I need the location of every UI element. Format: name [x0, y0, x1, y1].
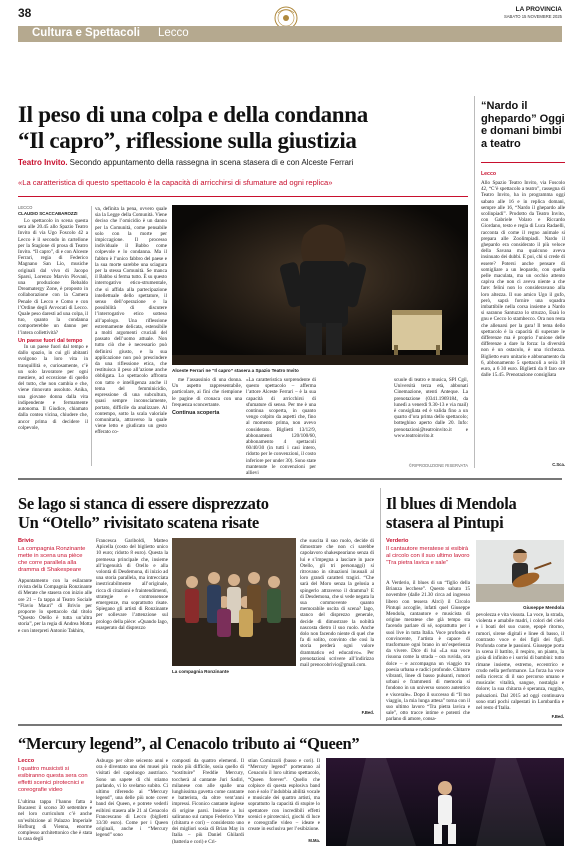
- musician-photo-icon: [476, 540, 564, 602]
- main-author: CLAUDIO SCACCABAROZZI: [18, 211, 78, 216]
- main-signature: ©RIPRODUZIONE RISERVATA: [408, 463, 468, 468]
- main-col1-subhead: Un paese fuori dal tempo: [18, 337, 83, 344]
- page-number: 38: [18, 6, 32, 20]
- otello-col2: Francesca Gariboldi, Matteo Apicella (costo del biglietto unico 10 euro; ridotto 8 euro). Questa la premessa principale che, insieme all’ingenuità di Otello e alla volontà di Desdemona, di inizio ad una storia parallela, ma intrecciata inestricabilmente all’originale, ricca di citazioni e fraintendimenti, strategie e controssensoe emergenze, ma soprattutto risate. Spiegano gli artisti di Ronzinante per sollevare l’attenzione sul prologo della pièce: «Quando Iago, esasperato dal disprezzo: [96, 538, 168, 631]
- otello-col1: Appuntamento con la esilarante rivista della Compagnia Ronzinante di Merate che stasera con inizio alle ore 21 – fa tappa al Teatro Sociale “Flavio Mauri” di Brivio per proporre lo spettacolo dal titolo “Questo Otello è tutta un’altra storia”, per la regia di Andrea Motta e con interpreti Antonio Takhim,: [18, 578, 92, 634]
- main-col1-text: Lo spettacolo in scena questa sera alle 20.45 allo Spazio Teatro Invito di via Ugo Foscolo 42 a Lecco è il secondo in cartellone per la Stagione di prosa di Teatro Invito. “Il capro”, di e con Alceste Ferrari, regia di Federico Magnano San Lio, musiche originali dal vivo di Jacopo Sparsi, Lorenzo Marvin Piovani, una produzione Rebaldo Dreamatergy Zone, è proposto in collaborazione con la Camera Penale di Lecco e Como e con l’Ordine degli Avvocati di Lecco. Quale peso daresti ad una colpa, il tuo, quanto la condanna comporterebbe un danno per l’intera collettività?: [18, 218, 89, 336]
- mendola-intro: Il cantautore meratese si esibirà al circolo con il suo ultimo lavoro “Tra pietra lavica e sale”: [386, 546, 470, 566]
- otello-photo: [172, 538, 296, 666]
- main-col1b-text: In un paese fuori dal tempo e dallo spazio, in cui gli abitanti svolgono la loro vita in tranquillità e, curiosamente, c’è un solo lavoratore per ogni mestiere, ad eccezione di quello del tutto, che non cambia e che, viene rinnovato assoluto. Anika, una giovane donna dalla vita indipendente e fermamente autonoma. Il Giudice, chiamato dalla contea vicina, chiudere che, ancor prima di decidere il colpevole,: [18, 344, 88, 431]
- column-rule: [91, 206, 92, 466]
- main-kicker: Teatro Invito.: [18, 158, 68, 167]
- sidebar-title: “Nardo il ghepardo” Oggi e domani bimbi a teatro: [481, 100, 565, 150]
- main-title-line2: “Il capro”, riflessione sulla giustizia: [18, 128, 357, 153]
- mercury-col1: L’ultima tappa l’hanno fatta a Bucarest il scorso 30 settembre e nel loro curriculum c’è anche un’esibizione al Palazzo Imperiale Hofburg di Vienna, enorme complesso architettonico che è stata la casa degli: [18, 799, 92, 843]
- mercury-title: “Mercury legend”, al Cenacolo tributo ai “Queen”: [18, 734, 360, 753]
- mendola-location: Verderio: [386, 538, 409, 544]
- main-photo: [172, 205, 468, 365]
- mendola-photo: [476, 540, 564, 602]
- divider: [18, 724, 562, 726]
- section-sub: Lecco: [158, 27, 189, 39]
- main-col3-text: me l’assassinio di una donna. Un aspetto rappresentabile, particolare, ai fini che riempione le pagine di cronaca con una frequenza sconcertante.: [172, 377, 242, 408]
- mendola-col1: A Verderio, il blues di un “figlio della Brianza lecchese”. Questo sabato 15 novembre (dalle 21.30 circa ad ingresso libero con tessera Alrci) il Circolo Pintupi accoglie, infatti quel Giuseppe Mendola, cantautore e musicista di origine meratese che già tempo sta facendo parlare di sé, soprattutto per i suoi live in tutta Italia. Voce profonda e convincente, l’artista è capace di trasformare ogni brano in un’esperienza da vivere. Dice di lui «La sua voce risuona come la strada – ora ruvida, ora dolce – e accompagna un viaggio tra poesia urbana e radici profonde. Chitarre vibranti, linee di basso pulsanti, rumori urbani e frammenti di memoria si fondono in un universo sonoro autentico e viscerale». Dopo il successo di “Il tuo viaggio, la mia lunga attesa” torna con il suo ultimo lavoro “Tra pietra lavica e sale”, otto tracce intime e potenti che parlano di amore, consa-: [386, 580, 470, 723]
- column-rule: [380, 488, 381, 720]
- mercury-intro: I quattro musicisti si esibiranno questa sera con effetti scenici pirotecnici e coreografie video: [18, 766, 88, 793]
- main-col4: scuole di teatro e musica, SPI Cgil, Università terza età, abbonati Cinemazione, utenti Anteque. La prenotazione (0341.1969184, da lunedì a venerdì 9.30-13 e via mail) è consigliata ed è valida fino a un quarto d’ora prima dello spettacolo; botteghino aperto dalle 20. Info: prenotazioni@teatroinvito.it e www.teatroinvito.it: [394, 377, 468, 439]
- main-col3: [172, 377, 242, 469]
- main-location: LECCO: [18, 205, 33, 210]
- divider: [18, 196, 468, 197]
- otello-col3: che suscita il suo ruolo, decide di dimostrare che non ci sarebbe capolavoro shakespeariano senza di lui e s’impegna a lasciare in pace Otello, gli tri personaggi) si ritrovano in situazioni inusuali al loro grandi caratteri tragici. “Che sarà del Moro senza la gelosia a spingerlo attraverso il dramma? E di Desdemona, che si vede negata la sua commovente quanto memorabile uscita di scena? Iago, stanco del disprezzo generale, decide di dimostrare la nobiltà nascosta dietro il suo ruolo. Anche dolo non facendo niente di quel che fa di solito, convinto che così la storia perderà ogni valore drammatico ed educativo». Per prenotazioni scrivere all’indirizzo mail prenocobrivio@gmail.com.: [300, 538, 374, 669]
- otello-photo-caption: La compagnia Ronzinante: [172, 669, 229, 674]
- mendola-title: Il blues di Mendola stasera al Pintupi: [386, 494, 517, 532]
- otello-signature: F.Bed.: [361, 710, 374, 715]
- sidebar-location: Lecco: [481, 171, 496, 177]
- sidebar-signature: C.Sca.: [552, 462, 565, 467]
- column-rule: [474, 96, 475, 468]
- divider: [481, 162, 565, 163]
- mendola-photo-caption: Giuseppe Mendola: [523, 605, 564, 610]
- mercury-col4: stian Comizzoli (basso e cori). Il “Mercury legend” porteranno al Cenacolo il loro ultimo spettacolo, “Queen forever”. Quello che colpisce di questa esplosiva band non è solo l’indubbia abilità vocale e musicale dei quattro artisti, ma soprattutto la capacità di stupire lo spettatore con incredibili effetti scenici e pirotecnici, giochi di luce e coreografie video – ideate e create in esclusiva per l’esibizione.: [248, 758, 320, 833]
- mercury-signature: M.Ma.: [308, 838, 320, 843]
- sidebar-text: Allo Spazio Teatro Invito, via Foscolo 42, “C’è spettacolo a teatro”, rassegna di Teatro Invito, ha in programma oggi sabato alle 16 e in replica domani, sempre alle 16, “Nardo il ghepardo alle scolinpiadi”. Prodotto da Teatro Invito, con Gabriele Volaro e Riccardo Giordano, testo e regia di Luca Radaelli, racconta di come il regno animale si prepara alle Zoolimpiadi. Nardo il ghepardo era considerato il più veloce della Savana ma qualcuno aveva insinuato dei dubbi. E poi, chi si crede di essere? Potersi anche pensare di somigliare a un leopardo, con quella pelle maculata, ma un occhio attento capiva che non ci aveva niente a che fare: felini non lo consideravano alla loro altezza. Il suo amico Ugo il gufo, però, saprà fornire una squadra imbattibile nella corsa insieme a Nardo si saranno Santuzzo lo struzzo, Esaù lo gnu e Cecco lo stambecco. Ora non resta che allenarsi per la gara! Il tema dello spettacolo è la capacità di superare le differenze ma è proprio l’unione delle differenze a dare la forza: la diversità non è un ostacolo, è una ricchezza. Biglietto euro unitario e abbonamento da 6, abbonamento 5 spettacoli a sei/a 18 euro, a 6 30 euro. Biglietti da 8 faro ore dalle 15.45. Prenotazione consigliata: [481, 180, 565, 379]
- divider: [18, 478, 562, 480]
- masthead-title: LA PROVINCIA: [515, 6, 562, 13]
- main-col3-subhead: Continua scoperta: [172, 410, 220, 417]
- mercury-col2: Asburgo per oltre seicento anni e ora è diventato uno dei musei più visitati del capoluogo austriaco. Sono un sapete di chi stiamo parlando, vi lo svelamo subito. Ci ultimo riferendo ai “Mercury legend”, una delle più note cover band dei Queen, e potrete vederli esibirsi stasera alle 21 al Cenacolo Francescano di Lecco (biglietti 33/30 euro). Come per i Queen originali, anche i “Mercury legend” sono: [96, 758, 168, 839]
- main-standfirst: [18, 158, 468, 168]
- actor-photo-icon: [172, 205, 468, 365]
- otello-title: [18, 494, 388, 532]
- mendola-col2: pevolezza e vita vissuta. La voce, la strada, violenta e amabile madri, i colori del cielo e i boati del suo cuore, epopè ritorno, rumori, sirene digitali e linee di basso, il contrasto voce e dei figli dei figli. Profonda come le passioni. Giuseppe porta in scena il battito, il respiro, un pianto, la gioia di infinito e i sorrisi di bambini: tutto rimane insieme, estremo, eccentrico e crudo nella performance. La forza ha voce nella ricerca: di il suo percorso umano e musicale: vitalità, sangue, nostalgia e dolore; la sua chitarra è speranza, ruggito, pulsazioni. Dal 2015 ad oggi continuava sono stati pochi calpestati in Lombardia e nel resto d’Italia.: [476, 612, 564, 712]
- concert-photo-icon: [326, 758, 564, 846]
- main-quote: «La caratteristica di questo spettacolo è la capacità di arricchirsi di sfumature ad ogni replica»: [18, 178, 333, 187]
- main-col3c: [320, 377, 390, 469]
- mercury-photo: [326, 758, 564, 846]
- main-title-line1: Il peso di una colpa e della condanna: [18, 102, 368, 127]
- masthead-date: SABATO 15 NOVEMBRE 2025: [503, 14, 562, 19]
- otello-intro: La compagnia Ronzinante mette in scena una pièce che corre parallela alla dramma di Shakespeare: [18, 546, 86, 573]
- group-photo-icon: [172, 538, 296, 666]
- main-col3b: «La caratteristica sorprendente di questo spettacolo – afferma l’attore Alceste Ferrari – è la sua capacità di arricchirsi di sfumature di senso. Per me è una continua scoperta, in quanto vengo colpito da aspetti che, fino al momento prima, non avevo considerato. Biglietti 13/12/9, abbonamenti 120/100/60, abbonamento 4 spettacoli 60/40/30 (in tutti i casi intero, ridotto per le convenzioni, il costo inferiore per under 30). Sono state mantenute le convenzioni per allievi: [246, 377, 316, 477]
- main-col1: [18, 218, 88, 468]
- mendola-signature: F.Bed.: [551, 714, 564, 719]
- mercury-location: Lecco: [18, 758, 35, 764]
- main-col2: va, definita la pena, ovvero quale sia la Legge della Comunità. Viene deciso che l’omicidio è un danno per la Comunità, come pensabile solo con la morte per impiccagione. Il processo individuale il Babbo come colpevole e lo condanna. Ma il fabbro è l’unico fabbro del paese e la sua morte sarebbe una sciagura per la stessa Comunità. Se manca il Babbo si ferma tutto. È su questo interrogativo etico-strumentale, che si affida alla partecipazione intellettuale dello spettatore, il senso dell’operazione e la possibilità di discutere l’interrogativo etico sotteso all’apologo. Una riflessione estremamente delicata, estensibile a molti argomenti cruciali del passato dell’uomo attuale. Non tutto ciò che è necessario può definirsi giusto, e la sua applicazione non può prescindere da una riflessione etica, che restituisca il peso all’azione anche obbligata. Lo spettacolo affronta con tatto e intelligenza anche il tema del femminicidio, espressione di una subcultura, quasi sempre inconsciamente, portato, difficile da analizzare. Al contempo, sotto la scala valoriale comunitaria, attraverso la quale viene letto e giudicato un gesto efferato co-: [95, 206, 167, 436]
- otello-location: Brivio: [18, 538, 34, 544]
- otello-title-line2: Un “Otello” rivisitato scatena risate: [18, 513, 259, 532]
- main-title: [18, 102, 458, 154]
- otello-title-line1: Se lago si stanca di essere disprezzato: [18, 494, 269, 513]
- section-title: Cultura e Spettacoli: [32, 27, 140, 39]
- mercury-col3: composti da quattro elementi. Il ruolo più difficile, sosia quello di “sostituire” Freddie Mercury, toccherà al cantante Juri Sadiri, milanese con alle spalle una lunghissima gavetta come cantante e batterista, da oltre vent’anni impressi. Ficonico cantante inglese di origine parsi. Insieme a lui saliranno sul campo Federico Vitte (chitarra e cori) – considerato uno dei migliori sosia di Brian May in Italia – più Daniel Ghilardi (batteria e cori) e Cri-: [172, 758, 244, 845]
- main-photo-caption: Alceste Ferrari ne “Il capro” stasera a Spazio Teatro Invito: [172, 368, 299, 373]
- main-standfirst-text: Secondo appuntamento della rassegna in scena stasera di e con Alceste Ferrari: [69, 158, 354, 167]
- section-bar: [18, 26, 562, 42]
